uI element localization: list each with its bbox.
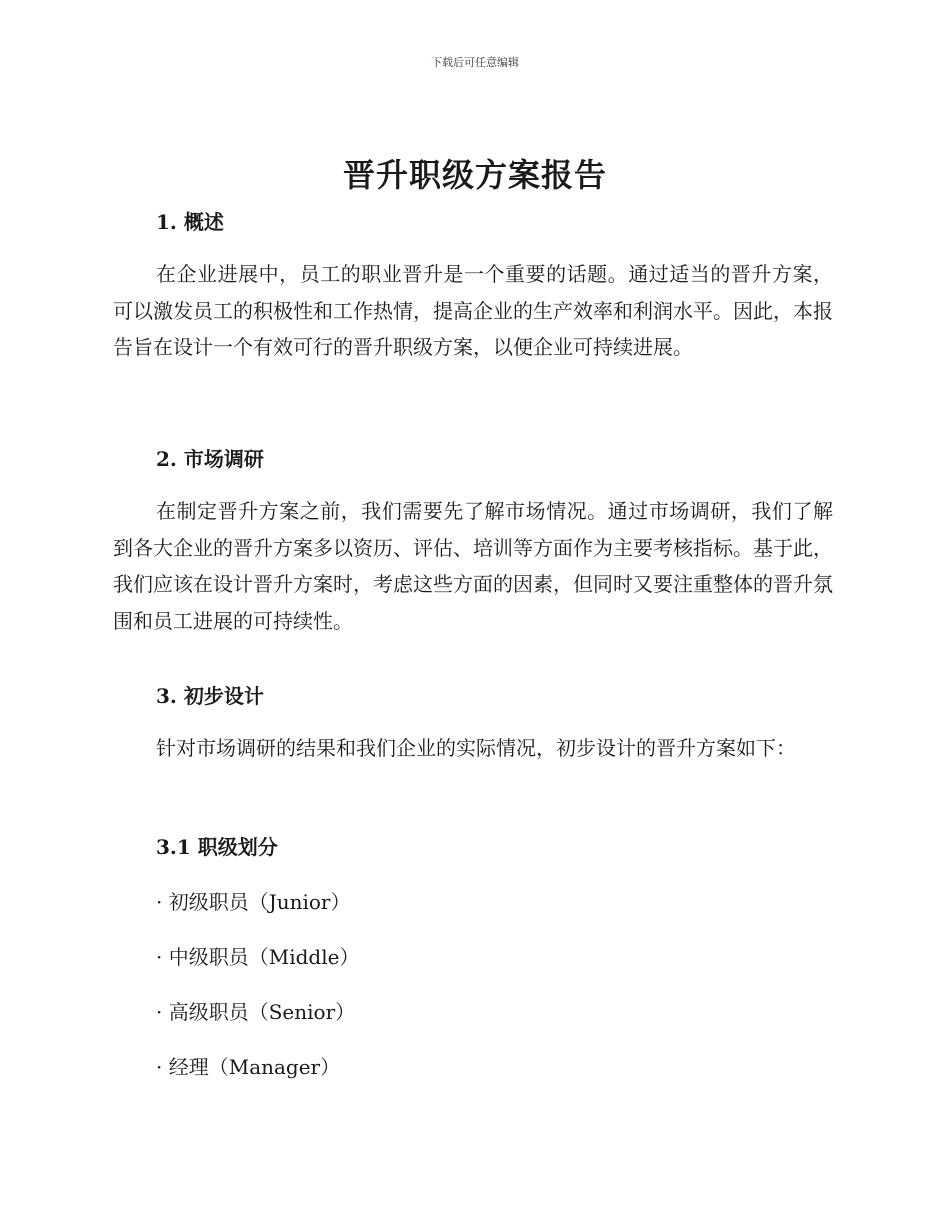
section-heading-design: 3. 初步设计 <box>156 684 264 708</box>
paragraph-design: 针对市场调研的结果和我们企业的实际情况，初步设计的晋升方案如下： <box>156 736 796 760</box>
header-note: 下载后可任意编辑 <box>431 56 519 69</box>
list-item-senior: · 高级职员（Senior） <box>156 1000 356 1024</box>
list-item-manager: · 经理（Manager） <box>156 1055 341 1079</box>
section-heading-overview: 1. 概述 <box>156 210 224 234</box>
list-item-junior: · 初级职员（Junior） <box>156 890 351 914</box>
list-item-middle: · 中级职员（Middle） <box>156 945 360 969</box>
paragraph-overview: 在企业进展中，员工的职业晋升是一个重要的话题。通过适当的晋升方案，可以激发员工的积极性和工作热情，提高企业的生产效率和利润水平。因此，本报告旨在设计一个有效可行的晋升职级方案，以便企业可持续进展。 <box>113 262 833 359</box>
section-heading-market: 2. 市场调研 <box>156 447 264 471</box>
page-title: 晋升职级方案报告 <box>342 156 607 194</box>
section-heading-levels: 3.1 职级划分 <box>156 835 278 859</box>
paragraph-market: 在制定晋升方案之前，我们需要先了解市场情况。通过市场调研，我们了解到各大企业的晋升方案多以资历、评估、培训等方面作为主要考核指标。基于此，我们应该在设计晋升方案时，考虑这些方面的因素，但同时又要注重整体的晋升氛围和员工进展的可持续性。 <box>113 499 833 633</box>
